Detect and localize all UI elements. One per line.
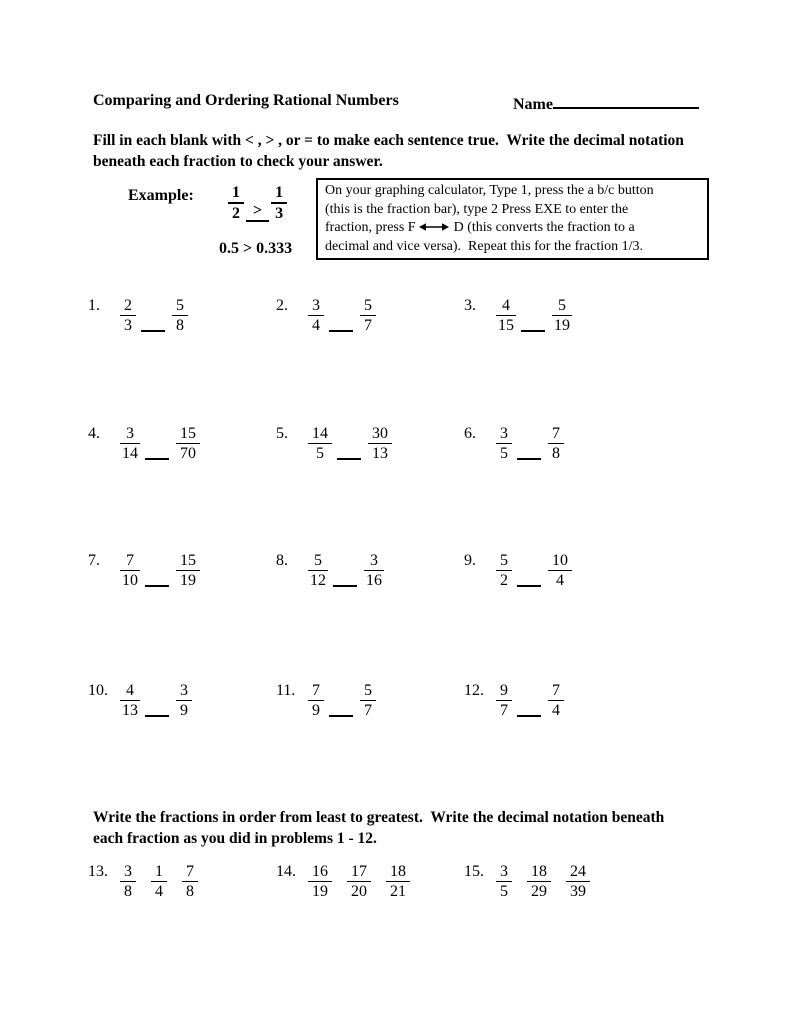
problem-1 bbox=[88, 296, 188, 335]
denominator: 3 bbox=[275, 205, 284, 222]
answer-blank[interactable] bbox=[333, 585, 357, 587]
denominator: 9 bbox=[180, 702, 188, 719]
numerator: 30 bbox=[368, 424, 392, 444]
problem-10 bbox=[88, 681, 192, 720]
problem-8 bbox=[276, 551, 384, 590]
numerator: 5 bbox=[172, 296, 188, 316]
fraction bbox=[308, 681, 324, 720]
instructions-line: Write the fractions in order from least to greatest. Write the decimal notation beneath bbox=[93, 809, 665, 826]
fraction bbox=[120, 551, 140, 590]
denominator: 4 bbox=[552, 702, 560, 719]
fraction bbox=[496, 296, 516, 335]
denominator: 8 bbox=[552, 445, 560, 462]
problem-11 bbox=[276, 681, 376, 720]
problem-number: 2. bbox=[276, 297, 288, 314]
denominator: 5 bbox=[500, 445, 508, 462]
calculator-instructions-box bbox=[316, 178, 709, 260]
instructions-line: each fraction as you did in problems 1 - 12. bbox=[93, 830, 377, 847]
answer-blank[interactable] bbox=[517, 585, 541, 587]
denominator: 19 bbox=[554, 317, 570, 334]
fraction bbox=[548, 424, 564, 463]
problem-number: 4. bbox=[88, 425, 100, 442]
denominator: 3 bbox=[124, 317, 132, 334]
denominator: 2 bbox=[232, 205, 240, 222]
problem-number: 9. bbox=[464, 552, 476, 569]
problem-5 bbox=[276, 424, 392, 463]
numerator: 17 bbox=[347, 862, 371, 882]
answer-blank[interactable] bbox=[517, 715, 541, 717]
fraction bbox=[120, 681, 140, 720]
problem-15 bbox=[464, 862, 590, 901]
denominator: 7 bbox=[500, 702, 508, 719]
answer-blank[interactable] bbox=[337, 458, 361, 460]
numerator: 18 bbox=[386, 862, 410, 882]
fraction bbox=[360, 681, 376, 720]
fraction bbox=[308, 862, 332, 901]
problem-number: 11. bbox=[276, 682, 296, 699]
numerator: 2 bbox=[120, 296, 136, 316]
problem-number: 5. bbox=[276, 425, 288, 442]
fraction bbox=[271, 183, 287, 223]
fraction bbox=[228, 183, 244, 223]
name-label: Name bbox=[513, 96, 553, 113]
numerator: 14 bbox=[308, 424, 332, 444]
numerator: 1 bbox=[228, 183, 244, 204]
denominator: 7 bbox=[364, 317, 372, 334]
denominator: 12 bbox=[310, 572, 326, 589]
numerator: 7 bbox=[308, 681, 324, 701]
problem-number: 3. bbox=[464, 297, 476, 314]
problem-7 bbox=[88, 551, 200, 590]
denominator: 10 bbox=[122, 572, 138, 589]
calc-instruction-line: decimal and vice versa). Repeat this for the fraction 1/3. bbox=[325, 239, 643, 255]
fraction bbox=[120, 862, 136, 901]
fraction bbox=[308, 424, 332, 463]
problem-number: 15. bbox=[464, 863, 484, 880]
fraction bbox=[566, 862, 590, 901]
denominator: 19 bbox=[180, 572, 196, 589]
fraction bbox=[151, 862, 167, 901]
denominator: 9 bbox=[312, 702, 320, 719]
answer-blank[interactable] bbox=[145, 715, 169, 717]
problem-13 bbox=[88, 862, 198, 901]
answer-blank[interactable] bbox=[145, 458, 169, 460]
fraction bbox=[548, 551, 572, 590]
numerator: 5 bbox=[496, 551, 512, 571]
denominator: 15 bbox=[498, 317, 514, 334]
denominator: 21 bbox=[390, 883, 406, 900]
denominator: 2 bbox=[500, 572, 508, 589]
fraction bbox=[364, 551, 384, 590]
numerator: 24 bbox=[566, 862, 590, 882]
numerator: 3 bbox=[120, 424, 140, 444]
fraction bbox=[552, 296, 572, 335]
left-right-arrow-icon bbox=[417, 222, 451, 232]
numerator: 15 bbox=[176, 551, 200, 571]
answer-blank[interactable] bbox=[145, 585, 169, 587]
denominator: 70 bbox=[180, 445, 196, 462]
fraction bbox=[368, 424, 392, 463]
problem-number: 12. bbox=[464, 682, 484, 699]
calc-instruction-line bbox=[325, 219, 700, 238]
example-label: Example: bbox=[128, 187, 194, 204]
problem-3 bbox=[464, 296, 572, 335]
fraction bbox=[176, 424, 200, 463]
problem-number: 14. bbox=[276, 863, 296, 880]
answer-blank[interactable] bbox=[329, 715, 353, 717]
denominator: 4 bbox=[155, 883, 163, 900]
fraction-group bbox=[120, 862, 198, 901]
denominator: 13 bbox=[122, 702, 138, 719]
numerator: 7 bbox=[548, 681, 564, 701]
denominator: 19 bbox=[312, 883, 328, 900]
fraction bbox=[496, 424, 512, 463]
denominator: 5 bbox=[316, 445, 324, 462]
problem-6 bbox=[464, 424, 564, 463]
fraction bbox=[496, 862, 512, 901]
denominator: 4 bbox=[556, 572, 564, 589]
fraction bbox=[496, 551, 512, 590]
numerator: 10 bbox=[548, 551, 572, 571]
name-field bbox=[513, 92, 699, 114]
fraction bbox=[176, 681, 192, 720]
numerator: 7 bbox=[182, 862, 198, 882]
numerator: 3 bbox=[120, 862, 136, 882]
numerator: 5 bbox=[360, 681, 376, 701]
calc-instruction-text: fraction, press F bbox=[325, 220, 416, 236]
problem-12 bbox=[464, 681, 564, 720]
numerator: 5 bbox=[360, 296, 376, 316]
problem-number: 1. bbox=[88, 297, 100, 314]
example-decimal-check: 0.5 > 0.333 bbox=[219, 240, 293, 257]
denominator: 8 bbox=[176, 317, 184, 334]
instructions-compare bbox=[93, 130, 684, 172]
fraction bbox=[182, 862, 198, 901]
denominator: 20 bbox=[351, 883, 367, 900]
denominator: 8 bbox=[186, 883, 194, 900]
numerator: 4 bbox=[120, 681, 140, 701]
worksheet-title: Comparing and Ordering Rational Numbers bbox=[93, 92, 399, 109]
numerator: 3 bbox=[176, 681, 192, 701]
numerator: 4 bbox=[496, 296, 516, 316]
denominator: 39 bbox=[570, 883, 586, 900]
example-problem bbox=[228, 183, 287, 223]
denominator: 29 bbox=[531, 883, 547, 900]
fraction bbox=[308, 296, 324, 335]
fraction bbox=[527, 862, 551, 901]
denominator: 13 bbox=[372, 445, 388, 462]
problem-9 bbox=[464, 551, 572, 590]
denominator: 16 bbox=[366, 572, 382, 589]
instructions-line: Fill in each blank with < , > , or = to make each sentence true. Write the decimal notation bbox=[93, 132, 684, 149]
fraction bbox=[120, 424, 140, 463]
calc-instruction-line: On your graphing calculator, Type 1, press the a b/c button bbox=[325, 183, 654, 198]
numerator: 3 bbox=[496, 424, 512, 444]
answer-blank[interactable] bbox=[141, 330, 165, 332]
calc-instruction-text: D (this converts the fraction to a bbox=[453, 220, 635, 236]
numerator: 15 bbox=[176, 424, 200, 444]
denominator: 4 bbox=[312, 317, 320, 334]
numerator: 3 bbox=[308, 296, 324, 316]
fraction-group bbox=[496, 862, 590, 901]
problem-number: 13. bbox=[88, 863, 108, 880]
fraction bbox=[172, 296, 188, 335]
problem-number: 7. bbox=[88, 552, 100, 569]
fraction bbox=[386, 862, 410, 901]
numerator: 7 bbox=[548, 424, 564, 444]
fraction bbox=[120, 296, 136, 335]
fraction bbox=[176, 551, 200, 590]
denominator: 14 bbox=[122, 445, 138, 462]
fraction bbox=[496, 681, 512, 720]
answer-blank[interactable] bbox=[521, 330, 545, 332]
fraction bbox=[347, 862, 371, 901]
problem-4 bbox=[88, 424, 200, 463]
denominator: 7 bbox=[364, 702, 372, 719]
numerator: 18 bbox=[527, 862, 551, 882]
calc-instruction-line: (this is the fraction bar), type 2 Press EXE to enter the bbox=[325, 201, 629, 217]
instructions-line: beneath each fraction to check your answer. bbox=[93, 153, 383, 170]
fraction bbox=[308, 551, 328, 590]
denominator: 5 bbox=[500, 883, 508, 900]
fraction bbox=[360, 296, 376, 335]
problem-number: 6. bbox=[464, 425, 476, 442]
numerator: 7 bbox=[120, 551, 140, 571]
problem-number: 10. bbox=[88, 682, 108, 699]
name-blank-line[interactable] bbox=[553, 92, 699, 109]
denominator: 8 bbox=[124, 883, 132, 900]
instructions-ordering bbox=[93, 807, 664, 849]
answer-blank[interactable] bbox=[517, 458, 541, 460]
numerator: 3 bbox=[364, 551, 384, 571]
fraction-group bbox=[308, 862, 410, 901]
numerator: 3 bbox=[496, 862, 512, 882]
numerator: 5 bbox=[308, 551, 328, 571]
numerator: 5 bbox=[552, 296, 572, 316]
problem-14 bbox=[276, 862, 410, 901]
numerator: 16 bbox=[308, 862, 332, 882]
problem-number: 8. bbox=[276, 552, 288, 569]
numerator: 1 bbox=[271, 183, 287, 204]
answer-blank[interactable] bbox=[329, 330, 353, 332]
numerator: 9 bbox=[496, 681, 512, 701]
example-comparison-blank: > bbox=[246, 200, 269, 222]
problem-2 bbox=[276, 296, 376, 335]
fraction bbox=[548, 681, 564, 720]
numerator: 1 bbox=[151, 862, 167, 882]
